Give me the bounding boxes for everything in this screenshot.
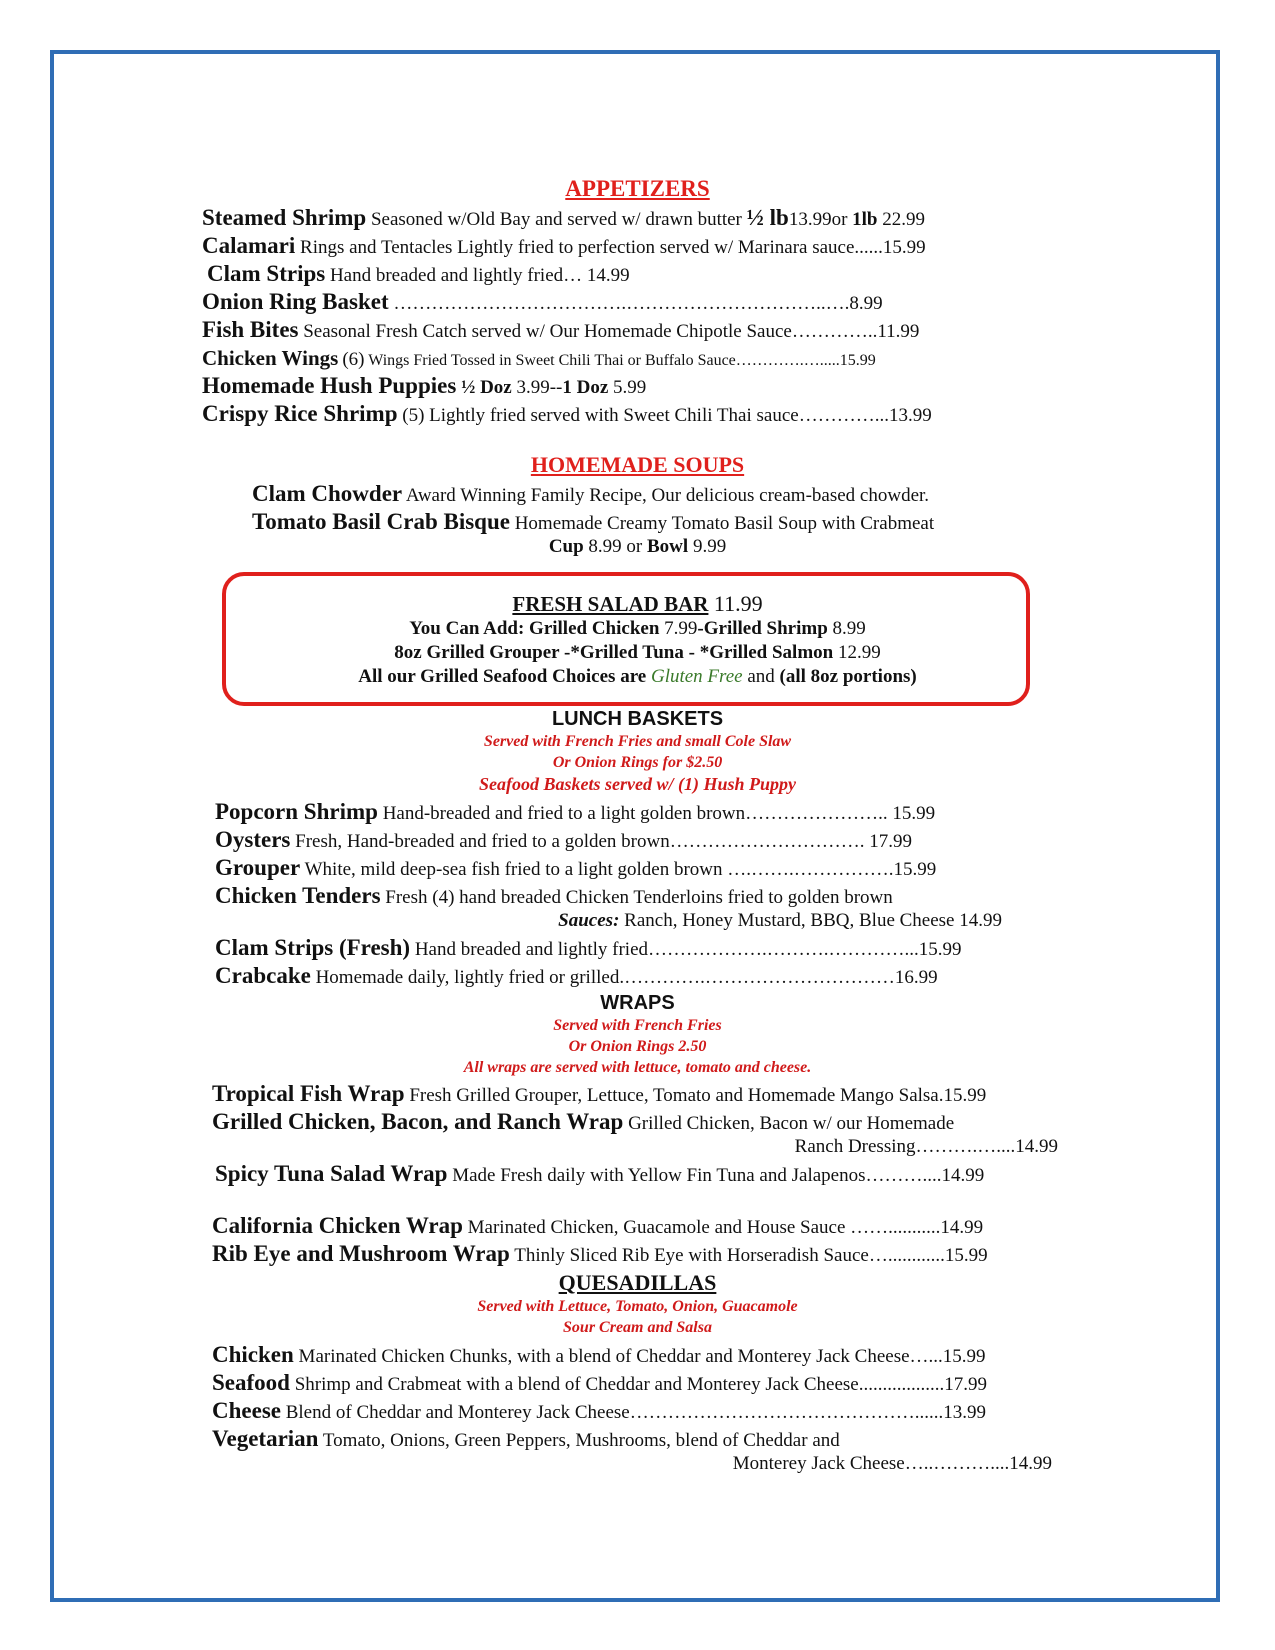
- item-desc: Rings and Tentacles Lightly fried to perfection served w/ Marinara sauce......15.99: [300, 237, 926, 258]
- item-desc: Hand breaded and lightly fried……………….……….…………...15.99: [414, 939, 962, 960]
- item-name: Cheese: [212, 1398, 281, 1423]
- item-desc: Fresh, Hand-breaded and fried to a golden brown…………………………. 17.99: [295, 831, 912, 852]
- item-name: Chicken Wings: [202, 346, 339, 370]
- item-desc: (5) Lightly fried served with Sweet Chili Thai sauce…………...13.99: [402, 405, 932, 426]
- item-desc: Award Winning Family Recipe, Our delicious cream-based chowder.: [405, 485, 930, 506]
- cup-price: 8.99 or: [583, 536, 647, 557]
- wraps-heading: WRAPS: [600, 992, 675, 1014]
- list-item: [212, 1427, 840, 1453]
- item-name: Rib Eye and Mushroom Wrap: [212, 1241, 510, 1266]
- item-count: (6): [342, 349, 365, 370]
- salad-bar-line1: [0, 617, 1275, 640]
- item-name: Popcorn Shrimp: [215, 799, 378, 824]
- item-desc: Shrimp and Crabmeat with a blend of Cheddar and Monterey Jack Cheese..................17.99: [294, 1374, 987, 1395]
- item-desc: Tomato, Onions, Green Peppers, Mushrooms, blend of Cheddar and: [322, 1430, 840, 1451]
- portion-note: (all 8oz portions): [779, 666, 917, 687]
- soup-sizes: [0, 535, 1275, 558]
- salad-bar-title-line: [0, 591, 1275, 617]
- half-lb-price: 13.99or: [788, 209, 853, 230]
- item-desc: Seasoned w/Old Bay and served w/ drawn butter: [370, 209, 747, 230]
- lunch-note: Served with French Fries and small Cole Slaw: [483, 733, 792, 750]
- item-desc: Hand-breaded and fried to a light golden brown………………….. 15.99: [382, 803, 936, 824]
- item-name: Crabcake: [215, 963, 311, 988]
- wraps-note: Served with French Fries: [553, 1017, 722, 1034]
- list-item: [215, 884, 893, 910]
- item-desc: ……………………………….…………………………..….8.99: [393, 293, 883, 314]
- list-item: [215, 1162, 984, 1188]
- item-name: Vegetarian: [212, 1426, 319, 1451]
- list-item: [202, 234, 926, 260]
- salad-bar-title: FRESH SALAD BAR: [512, 592, 709, 616]
- list-item: [212, 1371, 987, 1397]
- list-item: [202, 206, 925, 232]
- salad-bar-line2: [0, 641, 1275, 664]
- item-desc: Homemade Creamy Tomato Basil Soup with Crabmeat: [514, 513, 935, 534]
- item-desc: Fresh (4) hand breaded Chicken Tenderloins fried to golden brown: [385, 887, 893, 908]
- item-name: Tomato Basil Crab Bisque: [252, 509, 510, 534]
- item-desc: Marinated Chicken Chunks, with a blend of Cheddar and Monterey Jack Cheese…...15.99: [298, 1346, 986, 1367]
- item-desc: Marinated Chicken, Guacamole and House Sauce ……...........14.99: [467, 1217, 984, 1238]
- list-item: [215, 856, 936, 882]
- item-name: Chicken: [212, 1342, 294, 1367]
- add-shrimp-price: 8.99: [832, 618, 866, 639]
- and-text: and: [742, 666, 780, 687]
- list-item: [202, 290, 883, 316]
- list-item: [202, 402, 932, 428]
- soups-heading: HOMEMADE SOUPS: [530, 452, 745, 477]
- ranch-continuation: Ranch Dressing……….…....14.99: [794, 1136, 1058, 1157]
- item-name: Seafood: [212, 1370, 290, 1395]
- gluten-free-label: Gluten Free: [650, 666, 743, 687]
- list-item: [212, 1242, 988, 1268]
- salad-bar-line3: [0, 665, 1275, 688]
- item-desc: Blend of Cheddar and Monterey Jack Cheese………………………………………......13.99: [285, 1402, 986, 1423]
- item-desc: Grilled Chicken, Bacon w/ our Homemade: [628, 1113, 955, 1134]
- item-name: Tropical Fish Wrap: [212, 1081, 405, 1106]
- sauces-label: Sauces:: [558, 910, 620, 931]
- item-desc: Seasonal Fresh Catch served w/ Our Homemade Chipotle Sauce…………..11.99: [303, 321, 920, 342]
- item-desc: Fresh Grilled Grouper, Lettuce, Tomato and Homemade Mango Salsa.15.99: [409, 1085, 987, 1106]
- list-item: [215, 936, 962, 962]
- item-name: Grilled Chicken, Bacon, and Ranch Wrap: [212, 1109, 624, 1134]
- add-chicken-price: 7.99: [664, 618, 698, 639]
- item-desc: Homemade daily, lightly fried or grilled.………….…………………………16.99: [315, 967, 938, 988]
- item-name: Homemade Hush Puppies: [202, 373, 457, 398]
- gluten-note: All our Grilled Seafood Choices are: [358, 666, 651, 687]
- item-name: Steamed Shrimp: [202, 205, 367, 230]
- half-doz-label: ½ Doz: [461, 377, 512, 398]
- item-name: Clam Strips: [207, 261, 326, 286]
- item-name: Fish Bites: [202, 317, 299, 342]
- item-name: Clam Strips (Fresh): [215, 935, 411, 960]
- item-name: Spicy Tuna Salad Wrap: [215, 1161, 448, 1186]
- list-item: [212, 1214, 983, 1240]
- one-doz-price: 5.99: [608, 377, 647, 398]
- list-item: [202, 318, 919, 344]
- item-name: Onion Ring Basket: [202, 289, 389, 314]
- list-item: [212, 1082, 986, 1108]
- wraps-note: All wraps are served with lettuce, tomato and cheese.: [463, 1059, 812, 1076]
- lunch-note: Or Onion Rings for $2.50: [552, 754, 723, 771]
- quesadillas-note: Sour Cream and Salsa: [563, 1319, 712, 1336]
- item-name: California Chicken Wrap: [212, 1213, 463, 1238]
- item-name: Chicken Tenders: [215, 883, 381, 908]
- item-name: Calamari: [202, 233, 296, 258]
- quesadillas-note: Served with Lettuce, Tomato, Onion, Guacamole: [477, 1298, 798, 1315]
- appetizers-heading: APPETIZERS: [565, 176, 710, 201]
- item-desc: Wings Fried Tossed in Sweet Chili Thai or Buffalo Sauce………….….....15.99: [368, 352, 876, 369]
- half-lb-label: ½ lb: [746, 205, 789, 230]
- add-shrimp-label: -Grilled Shrimp: [697, 618, 833, 639]
- list-item: [215, 964, 938, 990]
- add-fish-price: 12.99: [837, 642, 881, 663]
- add-chicken-label: You Can Add: Grilled Chicken: [409, 618, 665, 639]
- item-desc: Hand breaded and lightly fried… 14.99: [329, 265, 630, 286]
- half-doz-price: 3.99--: [511, 377, 563, 398]
- list-item: [215, 828, 912, 854]
- list-item: [202, 346, 876, 373]
- sauces-line: [558, 909, 1002, 933]
- salad-bar-price: 11.99: [708, 591, 763, 616]
- item-desc: White, mild deep-sea fish fried to a light golden brown ….…….…………….15.99: [304, 859, 937, 880]
- lunch-heading: LUNCH BASKETS: [551, 708, 724, 730]
- one-lb-label: 1lb: [852, 209, 878, 230]
- sauces-list: Ranch, Honey Mustard, BBQ, Blue Cheese 14.99: [619, 910, 1002, 931]
- item-name: Grouper: [215, 855, 301, 880]
- item-name: Crispy Rice Shrimp: [202, 401, 398, 426]
- item-name: Clam Chowder: [252, 481, 403, 506]
- wraps-note: Or Onion Rings 2.50: [568, 1038, 707, 1055]
- lunch-note: Seafood Baskets served w/ (1) Hush Puppy: [479, 774, 796, 794]
- list-item: [212, 1399, 986, 1425]
- one-lb-price: 22.99: [877, 209, 926, 230]
- vegetarian-continuation: Monterey Jack Cheese…..………....14.99: [732, 1453, 1052, 1474]
- item-desc: Thinly Sliced Rib Eye with Horseradish Sauce…............15.99: [514, 1245, 988, 1266]
- list-item: [252, 482, 929, 508]
- cup-label: Cup: [548, 536, 584, 557]
- quesadillas-heading: QUESADILLAS: [558, 1270, 717, 1295]
- item-desc: Made Fresh daily with Yellow Fin Tuna and Jalapenos………....14.99: [452, 1165, 985, 1186]
- list-item: [212, 1110, 954, 1136]
- list-item: [207, 262, 630, 288]
- bowl-label: Bowl: [647, 536, 689, 557]
- list-item: [202, 374, 646, 400]
- bowl-price: 9.99: [688, 536, 727, 557]
- list-item: [215, 800, 935, 826]
- one-doz-label: 1 Doz: [562, 377, 609, 398]
- list-item: [212, 1343, 986, 1369]
- list-item: [252, 510, 934, 536]
- item-name: Oysters: [215, 827, 291, 852]
- add-fish-label: 8oz Grilled Grouper -*Grilled Tuna - *Grilled Salmon: [394, 642, 838, 663]
